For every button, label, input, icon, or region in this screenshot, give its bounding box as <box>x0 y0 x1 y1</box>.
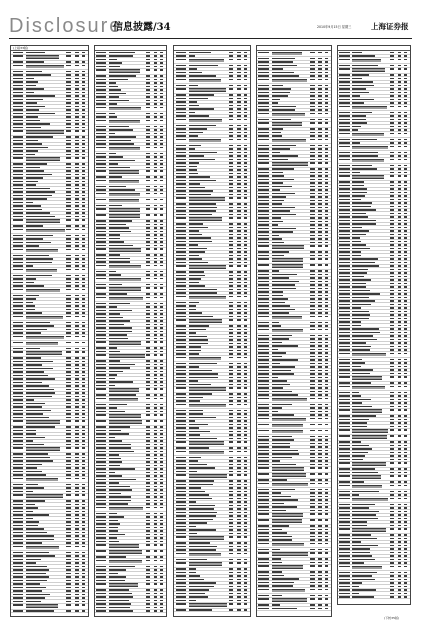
masthead <box>0 0 421 44</box>
table-rows <box>174 51 250 612</box>
table-column-3 <box>173 45 251 617</box>
table-rows <box>257 51 331 611</box>
table-row <box>257 607 331 611</box>
table-column-4 <box>256 45 332 617</box>
section-title: 信息披露/34 <box>113 22 171 33</box>
table-row <box>338 596 410 600</box>
table-row <box>11 610 88 614</box>
table-column-2 <box>94 45 167 617</box>
table-rows <box>95 51 166 613</box>
table-rows <box>338 51 410 599</box>
table-column-1 <box>10 45 89 617</box>
masthead-rule <box>9 38 412 39</box>
table-rows <box>11 51 88 613</box>
masthead-brand: Disclosure <box>9 15 123 37</box>
newspaper-logo: 上海证券报 <box>371 22 409 31</box>
continuation-footer: (下转35版) <box>384 616 400 620</box>
issue-dateline: 2010年9月15日 星期三 <box>317 25 352 29</box>
table-row <box>174 609 250 613</box>
table-row <box>95 610 166 614</box>
continuation-note: (上接33版) <box>11 46 88 51</box>
table-column-5 <box>337 45 411 605</box>
